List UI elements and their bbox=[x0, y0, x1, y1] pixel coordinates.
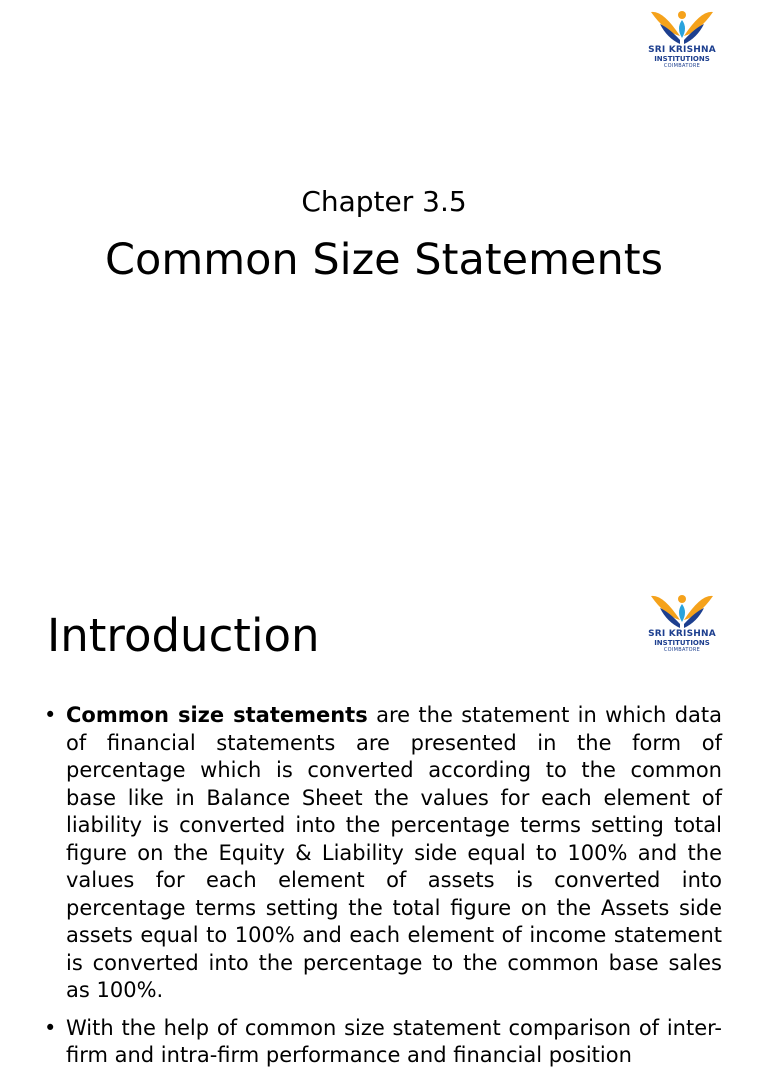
bullet-dot-icon: • bbox=[44, 1015, 57, 1040]
institution-logo bbox=[640, 590, 724, 653]
logo-name: SRI KRISHNA bbox=[648, 629, 716, 639]
logo-city: COIMBATORE bbox=[663, 647, 701, 653]
logo-subtitle: INSTITUTIONS bbox=[654, 55, 710, 63]
slide-title-text: Common Size Statements bbox=[105, 235, 663, 285]
institution-logo bbox=[640, 6, 724, 69]
bullet-list bbox=[44, 702, 722, 1080]
chapter-label: Chapter 3.5 bbox=[301, 185, 467, 218]
slide-title bbox=[0, 0, 768, 512]
bullet-item bbox=[44, 1015, 722, 1070]
bullet-text: are the statement in which data of financial statements are presented in the form of percentage which is converted according to the common base like in Balance Sheet the values for each element of liability is converted into the percentage terms setting total figure on the Equity & Liability side equal to 100% and the values for each element of assets is converted into percentage terms setting the total figure on the Assets side assets equal to 100% and each element of income statement is converted into the percentage to the common base sales as 100%. bbox=[66, 703, 723, 1002]
section-heading: Introduction bbox=[47, 609, 320, 662]
logo-city: COIMBATORE bbox=[663, 63, 701, 69]
bullet-lead: Common size statements bbox=[66, 703, 368, 727]
bullet-item bbox=[44, 702, 722, 1005]
logo-name: SRI KRISHNA bbox=[648, 45, 716, 55]
bullet-text: With the help of common size statement comparison of inter-firm and intra-firm performance and financial position bbox=[66, 1015, 722, 1067]
logo-subtitle: INSTITUTIONS bbox=[654, 639, 710, 647]
book-wings-logo-icon bbox=[647, 590, 717, 630]
bullet-dot-icon: • bbox=[44, 703, 57, 727]
slide-introduction bbox=[0, 512, 768, 1067]
book-wings-logo-icon bbox=[647, 6, 717, 46]
